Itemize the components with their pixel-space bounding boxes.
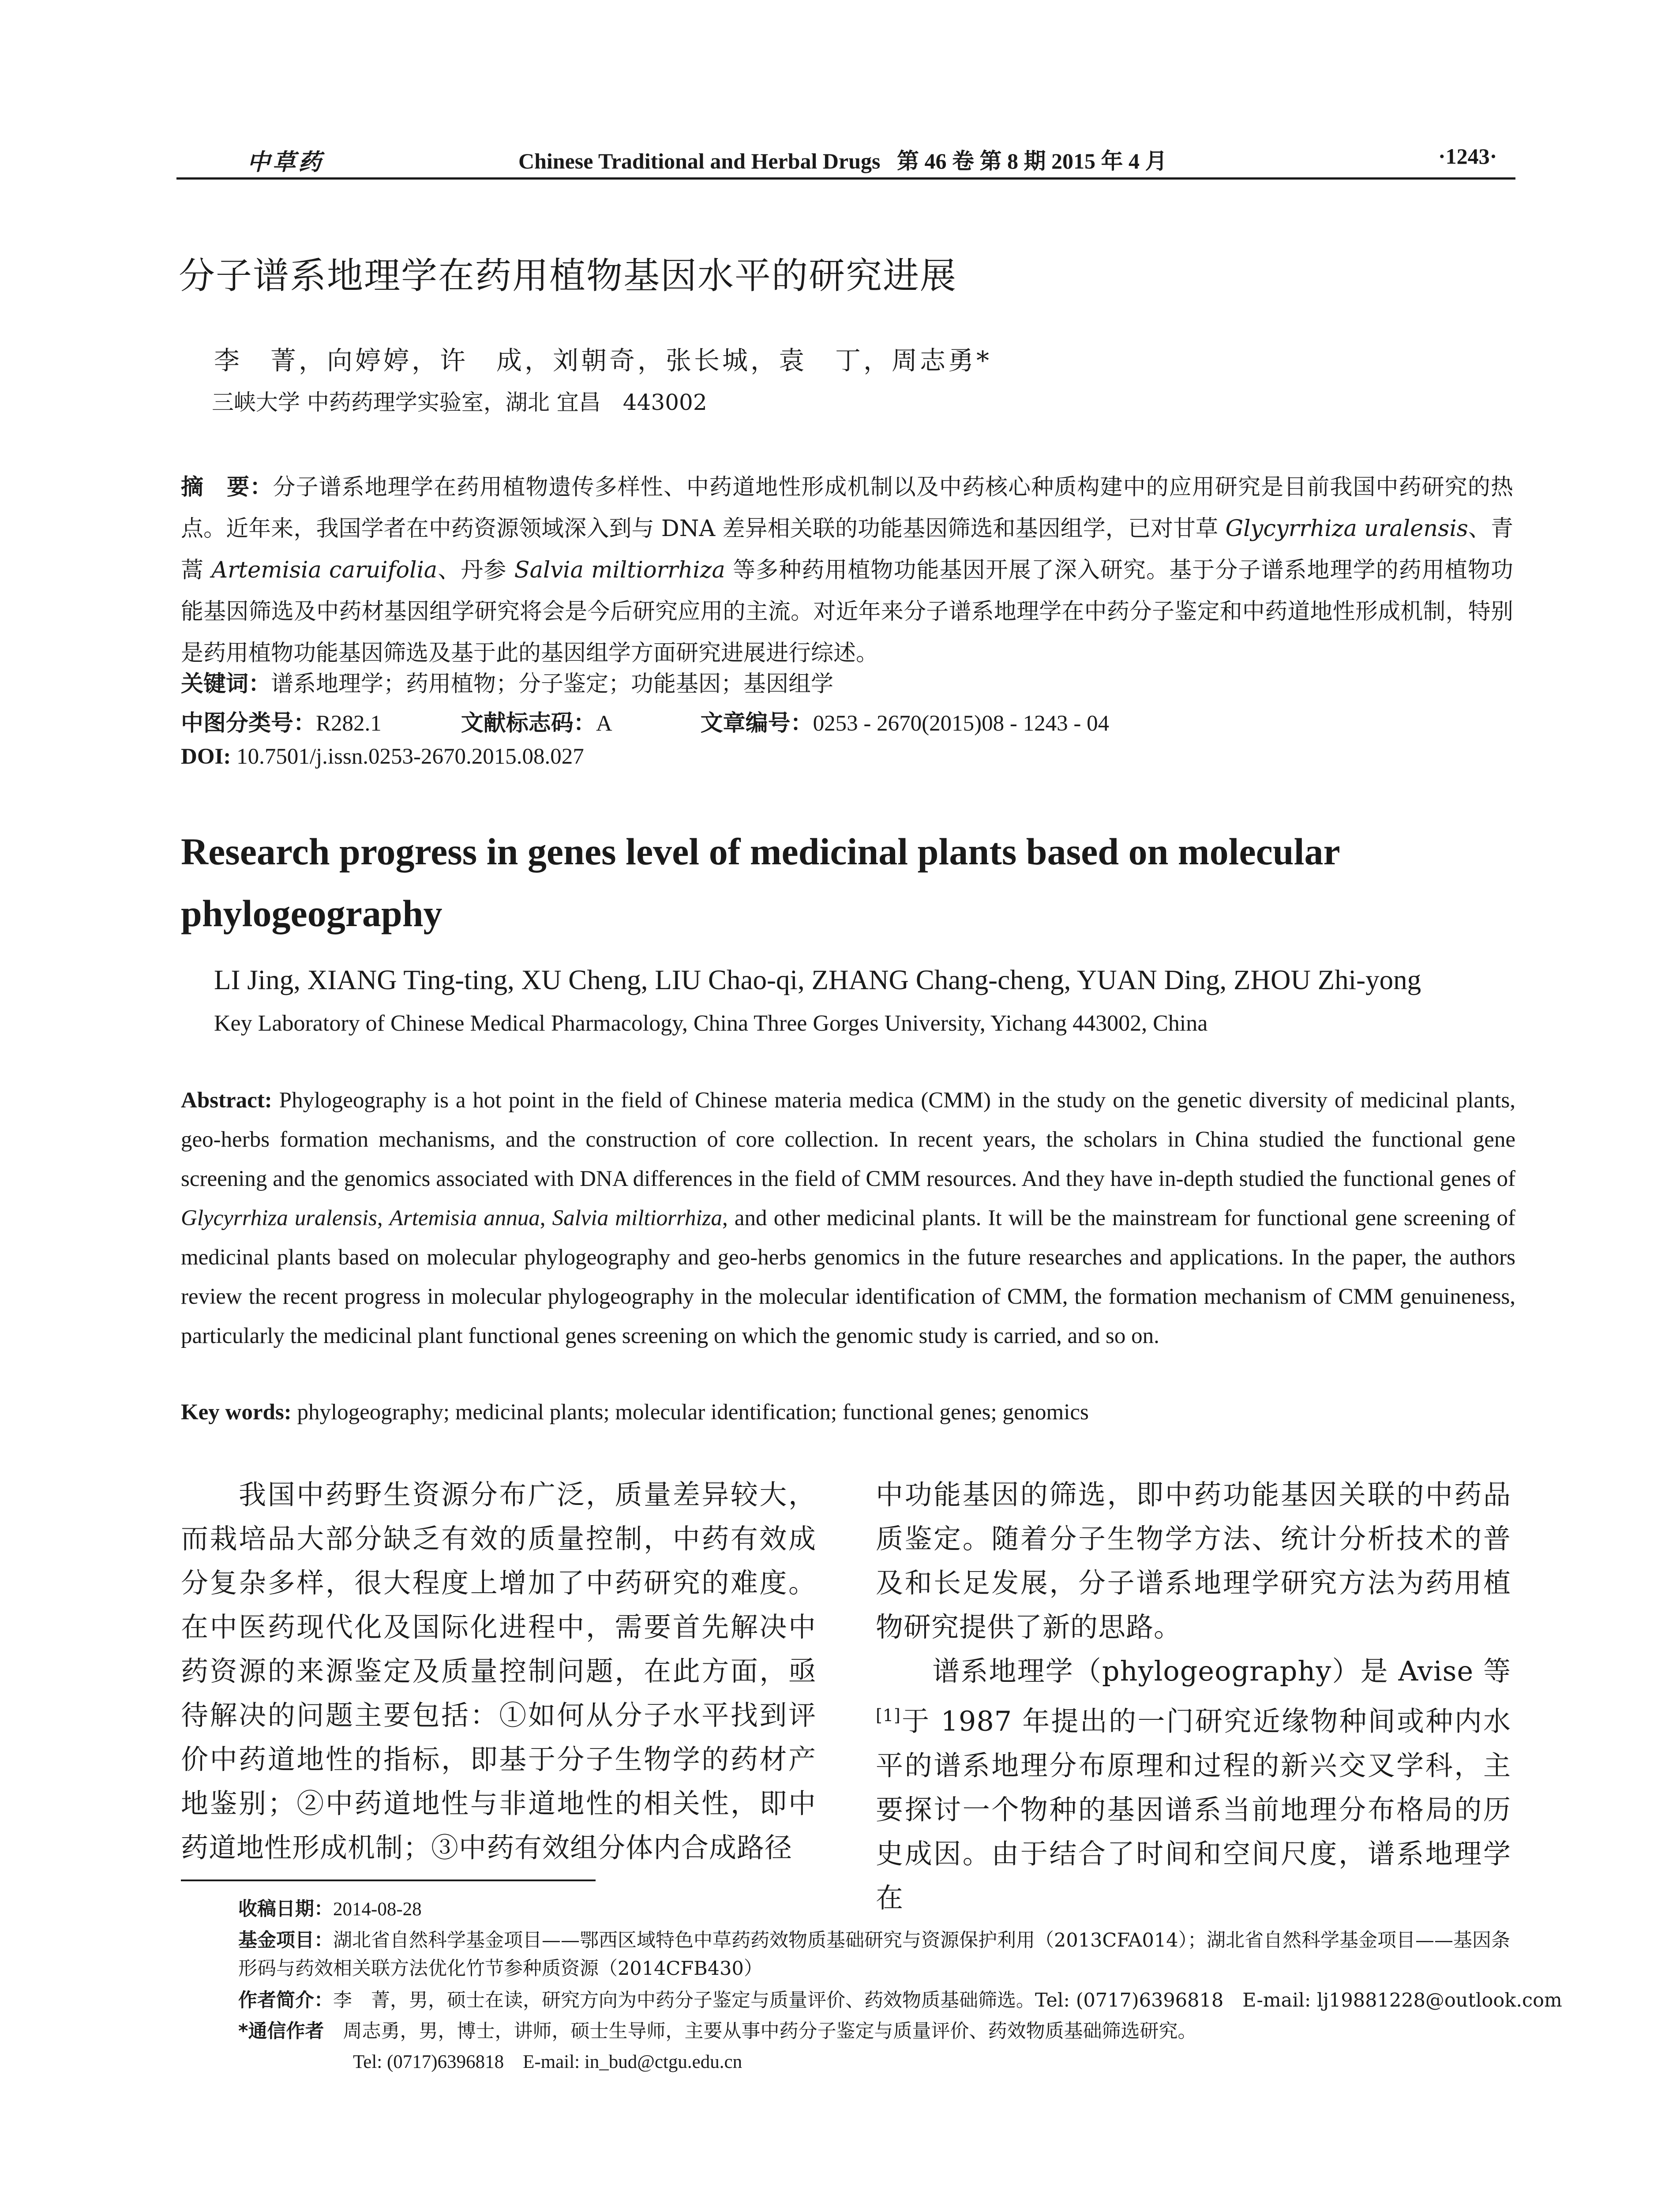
body-paragraph: 于 1987 年提出的一门研究近缘物种间或种内水平的谱系地理分布原理和过程的新兴交叉学科，主要探讨一个物种的基因谱系当前地理分布格局的历史成因。由于结合了时间和空间尺度，谱系地理学在 <box>876 1705 1511 1914</box>
fund-label: 基金项目： <box>238 1929 333 1951</box>
abstract-cn-text: 、丹参 <box>437 557 514 583</box>
corresponding-label: *通信作者 <box>238 2020 324 2042</box>
species-name: Salvia miltiorrhiza <box>514 557 725 583</box>
author-label: 作者简介： <box>238 1989 333 2011</box>
abstract-cn-label: 摘 要： <box>181 474 273 500</box>
authors-cn: 李 菁，向婷婷，许 成，刘朝奇，张长城，袁 丁，周志勇* <box>214 345 992 375</box>
species-name: Artemisia annua <box>389 1206 540 1231</box>
paper-title-en: Research progress in genes level of medicinal plants based on molecular phylogeography <box>181 830 1340 934</box>
article-no-label: 文章编号： <box>700 710 813 736</box>
footnote-fund <box>238 1926 1513 1983</box>
doi-line <box>181 744 584 769</box>
header-rule <box>176 177 1515 180</box>
abstract-cn-text: 、青蒿 <box>181 516 1513 583</box>
keywords-cn-text: 谱系地理学；药用植物；分子鉴定；功能基因；基因组学 <box>271 671 834 697</box>
keywords-cn-label: 关键词： <box>181 671 271 697</box>
keywords-en <box>181 1399 1089 1425</box>
abstract-en-text: , <box>377 1206 390 1231</box>
corresponding-text: 周志勇，男，博士，讲师，硕士生导师，主要从事中药分子鉴定与质量评价、药效物质基础筛选研究。 <box>324 2020 1197 2042</box>
abstract-en-label: Abstract: <box>181 1088 272 1113</box>
abstract-cn <box>181 467 1513 674</box>
doi-value[interactable]: 10.7501/j.issn.0253-2670.2015.08.027 <box>236 744 584 769</box>
footnote-author <box>238 1986 1562 2015</box>
fund-text: 湖北省自然科学基金项目——鄂西区域特色中草药药效物质基础研究与资源保护利用（2013CFA014）；湖北省自然科学基金项目——基因条形码与药效相关联方法优化竹节参种质资源（2014CFB430） <box>238 1929 1511 1980</box>
species-name: Glycyrrhiza uralensis <box>1225 516 1468 542</box>
classification-line <box>181 705 1504 737</box>
abstract-en-text: Phylogeography is a hot point in the field of Chinese materia medica (CMM) in the study on the genetic diversity of medicinal plants, geo-herbs formation mechanisms, and the construction of core collection. In recent years, the scholars in China studied the functional gene screening and the genomics associated with DNA differences in the field of CMM resources. And they have in-depth studied the functional genes of <box>181 1088 1515 1191</box>
doc-code-label: 文献标志码： <box>461 710 596 736</box>
authors-en: LI Jing, XIANG Ting-ting, XU Cheng, LIU Chao-qi, ZHANG Chang-cheng, YUAN Ding, ZHOU Zhi-yong <box>214 964 1421 995</box>
body-column-right <box>876 1473 1511 1920</box>
page-number: ·1243· <box>1438 144 1497 169</box>
abstract-en <box>181 1081 1515 1356</box>
journal-running-head <box>518 143 1167 175</box>
species-name: Salvia miltiorrhiza <box>552 1206 723 1231</box>
paper-title-cn: 分子谱系地理学在药用植物基因水平的研究进展 <box>179 255 957 297</box>
abstract-cn-text: 分子谱系地理学在药用植物遗传多样性、中药道地性形成机制以及中药核心种质构建中的应用研究是目前我国中药研究的热点。近年来，我国学者在中药资源领域深入到与 DNA 差异相关联的功能基因筛选和基因组学，已对甘草 <box>181 474 1513 542</box>
citation-ref[interactable]: [1] <box>876 1706 901 1725</box>
body-paragraph: 谱系地理学（phylogeography）是 Avise 等 <box>876 1655 1511 1687</box>
received-label: 收稿日期： <box>238 1898 333 1920</box>
corresponding-contact: Tel: (0717)6396818 E-mail: in_bud@ctgu.edu.cn <box>353 2052 742 2072</box>
abstract-en-text: , and other medicinal plants. It will be the mainstream for functional gene screening of medicinal plants based on molecular phylogeography and geo-herbs genomics in the future researches and applications. In the paper, the authors review the recent progress in molecular phylogeography in the molecular identification of CMM, the formation mechanism of CMM genuineness, particularly the medicinal plant functional genes screening on which the genomic study is carried, and so on. <box>181 1206 1516 1348</box>
affiliation-en: Key Laboratory of Chinese Medical Pharmacology, China Three Gorges University, Yichang 443002, China <box>214 1011 1208 1036</box>
footnote-rule <box>181 1880 596 1881</box>
abstract-en-text: , <box>540 1206 552 1231</box>
keywords-cn <box>181 665 833 698</box>
journal-name: Chinese Traditional and Herbal Drugs <box>518 149 881 173</box>
keywords-en-label: Key words: <box>181 1400 292 1425</box>
doi-label: DOI: <box>181 744 231 769</box>
species-name: Artemisia caruifolia <box>211 557 438 583</box>
footnote-received <box>238 1895 422 1924</box>
keywords-en-text: phylogeography; medicinal plants; molecular identification; functional genes; genomics <box>291 1400 1089 1425</box>
species-name: Glycyrrhiza uralensis <box>181 1206 377 1231</box>
doc-code-value: A <box>596 711 612 736</box>
journal-issue: 第 46 卷 第 8 期 2015 年 4 月 <box>896 149 1167 173</box>
affiliation-cn: 三峡大学 中药药理学实验室，湖北 宜昌 443002 <box>212 390 707 415</box>
author-text: 李 菁，男，硕士在读，研究方向为中药分子鉴定与质量评价、药效物质基础筛选。Tel: (0717)6396818 E-mail: lj19881228@outlook.com <box>333 1989 1562 2011</box>
clc-label: 中图分类号： <box>181 710 316 736</box>
received-date: 2014-08-28 <box>333 1899 422 1920</box>
clc-value: R282.1 <box>316 711 382 736</box>
article-no-value: 0253 - 2670(2015)08 - 1243 - 04 <box>813 711 1110 736</box>
body-column-left: 我国中药野生资源分布广泛，质量差异较大，而栽培品大部分缺乏有效的质量控制，中药有效成分复杂多样，很大程度上增加了中药研究的难度。在中医药现代化及国际化进程中，需要首先解决中药资源的来源鉴定及质量控制问题，在此方面，亟待解决的问题主要包括：①如何从分子水平找到评价中药道地性的指标，即基于分子生物学的药材产地鉴别；②中药道地性与非道地性的相关性，即中药道地性形成机制；③中药有效组分体内合成路径 <box>181 1478 816 1864</box>
abstract-cn-text: 等多种药用植物功能基因开展了深入研究。基于分子谱系地理学的药用植物功能基因筛选及中药材基因组学研究将会是今后研究应用的主流。对近年来分子谱系地理学在中药分子鉴定和中药道地性形成机制，特别是药用植物功能基因筛选及基于此的基因组学方面研究进展进行综述。 <box>181 557 1513 666</box>
body-paragraph: 中功能基因的筛选，即中药功能基因关联的中药品质鉴定。随着分子生物学方法、统计分析技术的普及和长足发展，分子谱系地理学研究方法为药用植物研究提供了新的思路。 <box>876 1478 1511 1643</box>
footnote-corresponding <box>238 2017 1197 2045</box>
journal-logo: 中草药 <box>247 149 324 176</box>
